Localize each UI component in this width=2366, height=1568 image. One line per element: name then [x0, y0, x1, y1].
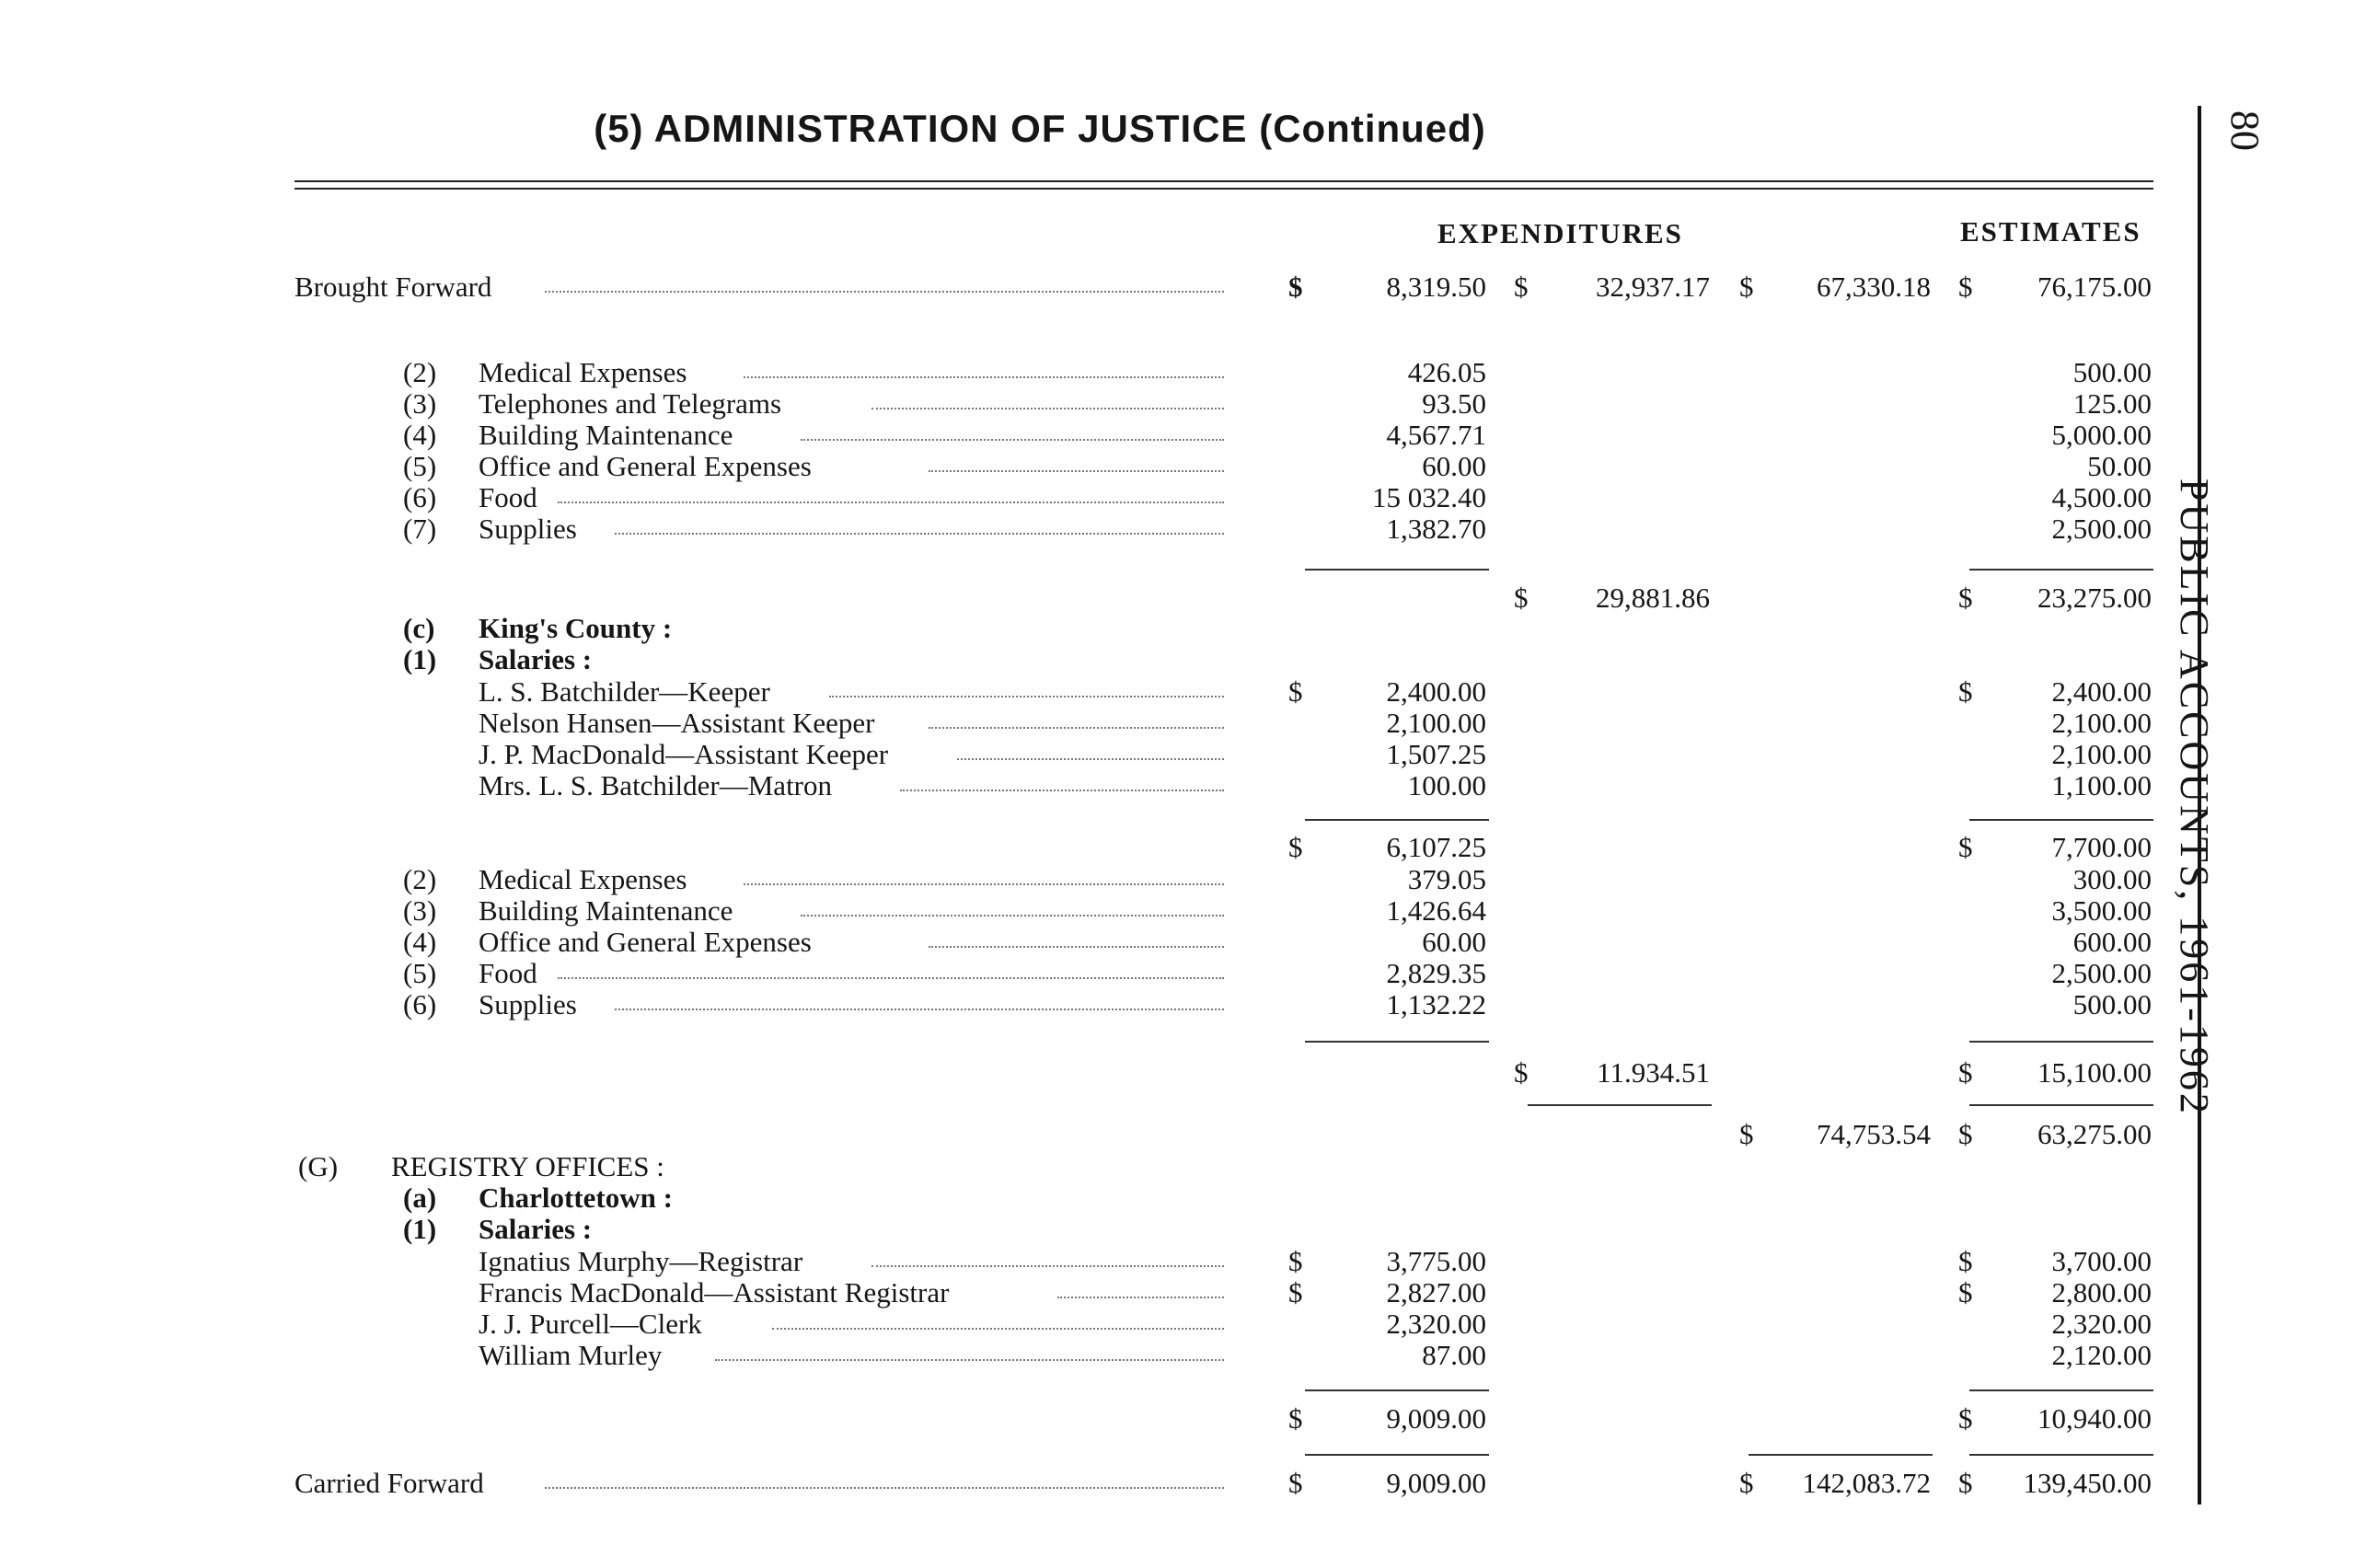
- total-rule: [1305, 1454, 1489, 1456]
- dot-leader: [871, 1265, 1224, 1267]
- expenditure-amount: 1,426.64: [1386, 894, 1486, 927]
- expenditure-amount: 3,775.00: [1386, 1245, 1486, 1277]
- total-rule: [1969, 1454, 2153, 1456]
- expenditure-amount: 100.00: [1407, 769, 1486, 801]
- dollar-sign: $: [1288, 1467, 1303, 1499]
- table-row: [0, 643, 2366, 676]
- item-label: L. S. Batchilder—Keeper: [479, 675, 770, 708]
- dollar-sign: $: [1739, 1467, 1754, 1499]
- expenditure-amount: 2,829.35: [1386, 957, 1486, 989]
- expenditure-amount: 15 032.40: [1372, 481, 1486, 513]
- estimate-amount: 15,100.00: [2037, 1056, 2152, 1089]
- item-number: (2): [403, 356, 437, 388]
- subtotal-rule: [1305, 1041, 1489, 1043]
- dollar-sign: $: [1958, 831, 1973, 863]
- table-row: [0, 957, 2366, 990]
- estimate-amount: 2,400.00: [2051, 675, 2152, 708]
- table-row: [0, 450, 2366, 483]
- item-number: (a): [403, 1182, 437, 1214]
- expenditure-amount: 1,507.25: [1386, 738, 1486, 770]
- expenditure-amount: 87.00: [1422, 1339, 1486, 1371]
- item-label: Charlottetown :: [479, 1182, 673, 1214]
- title-rule: [294, 180, 2153, 182]
- expenditure-amount: 6,107.25: [1386, 831, 1486, 863]
- item-label: REGISTRY OFFICES :: [391, 1150, 664, 1182]
- table-row: [0, 831, 2366, 864]
- item-number: (7): [403, 513, 437, 545]
- item-label: Building Maintenance: [479, 419, 733, 451]
- expenditure-amount: 11.934.51: [1597, 1056, 1710, 1089]
- subtotal-rule: [1305, 819, 1489, 821]
- estimate-amount: 2,100.00: [2051, 738, 2152, 770]
- estimate-amount: 2,320.00: [2051, 1308, 2152, 1340]
- dollar-sign: $: [1958, 1467, 1973, 1499]
- item-number: (4): [403, 926, 437, 958]
- expenditure-amount: 8,319.50: [1386, 271, 1486, 303]
- table-row: [0, 738, 2366, 771]
- expenditure-amount: 2,827.00: [1386, 1276, 1486, 1309]
- title-rule-double: [294, 188, 2153, 190]
- estimate-amount: 500.00: [2072, 988, 2152, 1020]
- dollar-sign: $: [1958, 582, 1973, 614]
- expenditure-total: 142,083.72: [1802, 1467, 1931, 1499]
- item-number: (3): [403, 894, 437, 927]
- estimate-amount: 2,800.00: [2051, 1276, 2152, 1309]
- expenditure-amount: 29,881.86: [1596, 582, 1710, 614]
- item-number: (5): [403, 450, 437, 482]
- item-label: Brought Forward: [294, 271, 492, 303]
- item-label: Food: [479, 481, 537, 513]
- dot-leader: [558, 977, 1224, 979]
- dollar-sign: $: [1514, 271, 1529, 303]
- dot-leader: [615, 1009, 1224, 1010]
- dot-leader: [801, 915, 1225, 917]
- estimate-amount: 50.00: [2087, 450, 2152, 482]
- table-row: [0, 356, 2366, 389]
- page-number: 80: [2222, 110, 2268, 151]
- estimate-amount: 3,700.00: [2051, 1245, 2152, 1277]
- table-row: [0, 1467, 2366, 1500]
- item-label: Office and General Expenses: [479, 926, 812, 958]
- dollar-sign: $: [1958, 1056, 1973, 1089]
- expenditure-total: 74,753.54: [1817, 1118, 1931, 1150]
- item-label: Building Maintenance: [479, 894, 733, 927]
- item-number: (c): [403, 612, 435, 644]
- dollar-sign: $: [1739, 271, 1754, 303]
- subtotal-rule: [1305, 1389, 1489, 1391]
- expenditure-amount: 1,382.70: [1386, 513, 1486, 545]
- subtotal-rule: [1969, 819, 2153, 821]
- dollar-sign: $: [1958, 675, 1973, 708]
- dollar-sign: $: [1288, 1402, 1303, 1435]
- table-row: [0, 1118, 2366, 1151]
- dot-leader: [744, 883, 1225, 885]
- table-row: [0, 1182, 2366, 1215]
- estimate-amount: 1,100.00: [2051, 769, 2152, 801]
- item-label: Telephones and Telegrams: [479, 387, 782, 420]
- dot-leader: [957, 758, 1224, 760]
- running-header: PUBLIC ACCOUNTS, 1961-1962: [2172, 478, 2217, 1116]
- subtotal-rule: [1969, 1041, 2153, 1043]
- item-label: Office and General Expenses: [479, 450, 812, 482]
- subtotal-rule: [1969, 1389, 2153, 1391]
- dot-leader: [545, 1487, 1224, 1489]
- expenditure-amount: 2,400.00: [1386, 675, 1486, 708]
- dollar-sign: $: [1958, 1402, 1973, 1435]
- estimate-amount: 125.00: [2072, 387, 2152, 420]
- subtotal-rule: [1969, 569, 2153, 571]
- dollar-sign: $: [1288, 1276, 1303, 1309]
- expenditure-amount: 9,009.00: [1386, 1467, 1486, 1499]
- subtotal-rule: [1528, 1104, 1712, 1106]
- item-number: (4): [403, 419, 437, 451]
- subtotal-rule: [1969, 1104, 2153, 1106]
- dollar-sign: $: [1288, 271, 1303, 303]
- expenditure-amount: 4,567.71: [1386, 419, 1486, 451]
- table-row: [0, 675, 2366, 709]
- dollar-sign: $: [1739, 1118, 1754, 1150]
- table-row: [0, 513, 2366, 546]
- estimate-amount: 76,175.00: [2037, 271, 2152, 303]
- item-label: Medical Expenses: [479, 356, 687, 388]
- dot-leader: [929, 727, 1224, 729]
- expenditure-amount: 2,100.00: [1386, 707, 1486, 739]
- table-row: [0, 481, 2366, 514]
- estimate-amount: 600.00: [2072, 926, 2152, 958]
- dot-leader: [744, 376, 1225, 378]
- item-label: Food: [479, 957, 537, 989]
- item-label: Nelson Hansen—Assistant Keeper: [479, 707, 875, 739]
- table-row: [0, 612, 2366, 645]
- estimate-amount: 2,500.00: [2051, 957, 2152, 989]
- estimate-amount: 2,120.00: [2051, 1339, 2152, 1371]
- estimate-amount: 500.00: [2072, 356, 2152, 388]
- expenditure-amount: 60.00: [1422, 926, 1486, 958]
- item-number: (3): [403, 387, 437, 420]
- item-label: Supplies: [479, 988, 577, 1020]
- dollar-sign: $: [1958, 1118, 1973, 1150]
- dot-leader: [615, 533, 1224, 535]
- dot-leader: [871, 408, 1224, 409]
- dollar-sign: $: [1288, 831, 1303, 863]
- item-label: J. J. Purcell—Clerk: [479, 1308, 702, 1340]
- item-label: Salaries :: [479, 1213, 593, 1245]
- item-label: Carried Forward: [294, 1467, 484, 1499]
- table-row: [0, 863, 2366, 896]
- item-label: William Murley: [479, 1339, 663, 1371]
- dollar-sign: $: [1514, 582, 1529, 614]
- item-number: (1): [403, 643, 437, 675]
- expenditure-amount: 379.05: [1407, 863, 1486, 895]
- expenditure-amount: 2,320.00: [1386, 1308, 1486, 1340]
- item-label: Medical Expenses: [479, 863, 687, 895]
- table-row: [0, 387, 2366, 421]
- table-row: [0, 419, 2366, 452]
- item-number: (1): [403, 1213, 437, 1245]
- estimate-amount: 2,500.00: [2051, 513, 2152, 545]
- item-label: Supplies: [479, 513, 577, 545]
- item-label: King's County :: [479, 612, 673, 644]
- estimate-amount: 2,100.00: [2051, 707, 2152, 739]
- table-row: [0, 271, 2366, 304]
- estimate-amount: 63,275.00: [2037, 1118, 2152, 1150]
- dollar-sign: $: [1958, 1245, 1973, 1277]
- table-row: [0, 1339, 2366, 1372]
- expenditure-amount: 1,132.22: [1386, 988, 1486, 1020]
- item-label: Ignatius Murphy—Registrar: [479, 1245, 803, 1277]
- table-row: [0, 1402, 2366, 1435]
- table-row: [0, 769, 2366, 802]
- item-label: Mrs. L. S. Batchilder—Matron: [479, 769, 833, 801]
- dollar-sign: $: [1288, 1245, 1303, 1277]
- page-title: (5) ADMINISTRATION OF JUSTICE (Continued): [594, 107, 1486, 150]
- estimate-amount: 4,500.00: [2051, 481, 2152, 513]
- estimates-column-header: ESTIMATES: [1960, 215, 2141, 248]
- item-label: Francis MacDonald—Assistant Registrar: [479, 1276, 950, 1309]
- dollar-sign: $: [1958, 1276, 1973, 1309]
- expenditure-amount: 9,009.00: [1386, 1402, 1486, 1435]
- dot-leader: [715, 1359, 1225, 1361]
- estimate-amount: 139,450.00: [2023, 1467, 2152, 1499]
- table-row: [0, 988, 2366, 1021]
- table-row: [0, 1150, 2366, 1183]
- estimate-amount: 7,700.00: [2051, 831, 2152, 863]
- dot-leader: [1057, 1297, 1225, 1298]
- item-number: (6): [403, 988, 437, 1020]
- dollar-sign: $: [1958, 271, 1973, 303]
- expenditure-amount: 426.05: [1407, 356, 1486, 388]
- dot-leader: [545, 291, 1224, 293]
- item-number: (6): [403, 481, 437, 513]
- dollar-sign: $: [1514, 1056, 1529, 1089]
- table-row: [0, 894, 2366, 928]
- item-number: (5): [403, 957, 437, 989]
- table-row: [0, 1308, 2366, 1341]
- table-row: [0, 582, 2366, 615]
- table-row: [0, 1276, 2366, 1309]
- dot-leader: [829, 696, 1225, 698]
- dot-leader: [929, 470, 1224, 472]
- item-number: (2): [403, 863, 437, 895]
- item-label: Salaries :: [479, 643, 593, 675]
- dot-leader: [929, 946, 1224, 948]
- dot-leader: [558, 502, 1224, 503]
- dot-leader: [801, 439, 1225, 441]
- table-row: [0, 1245, 2366, 1278]
- item-label: J. P. MacDonald—Assistant Keeper: [479, 738, 889, 770]
- estimate-amount: 5,000.00: [2051, 419, 2152, 451]
- expenditure-amount: 60.00: [1422, 450, 1486, 482]
- estimate-amount: 300.00: [2072, 863, 2152, 895]
- table-row: [0, 707, 2366, 740]
- total-rule: [1749, 1454, 1933, 1456]
- expenditure-amount: 93.50: [1422, 387, 1486, 420]
- expenditure-total: 67,330.18: [1817, 271, 1931, 303]
- subtotal-rule: [1305, 569, 1489, 571]
- table-row: [0, 926, 2366, 959]
- dot-leader: [772, 1328, 1225, 1330]
- dot-leader: [900, 790, 1224, 791]
- estimate-amount: 3,500.00: [2051, 894, 2152, 927]
- item-number: (G): [298, 1150, 339, 1182]
- estimate-amount: 10,940.00: [2037, 1402, 2152, 1435]
- table-row: [0, 1213, 2366, 1246]
- table-row: [0, 1056, 2366, 1090]
- expenditure-amount: 32,937.17: [1596, 271, 1710, 303]
- expenditures-column-header: EXPENDITURES: [1437, 217, 1683, 249]
- dollar-sign: $: [1288, 675, 1303, 708]
- estimate-amount: 23,275.00: [2037, 582, 2152, 614]
